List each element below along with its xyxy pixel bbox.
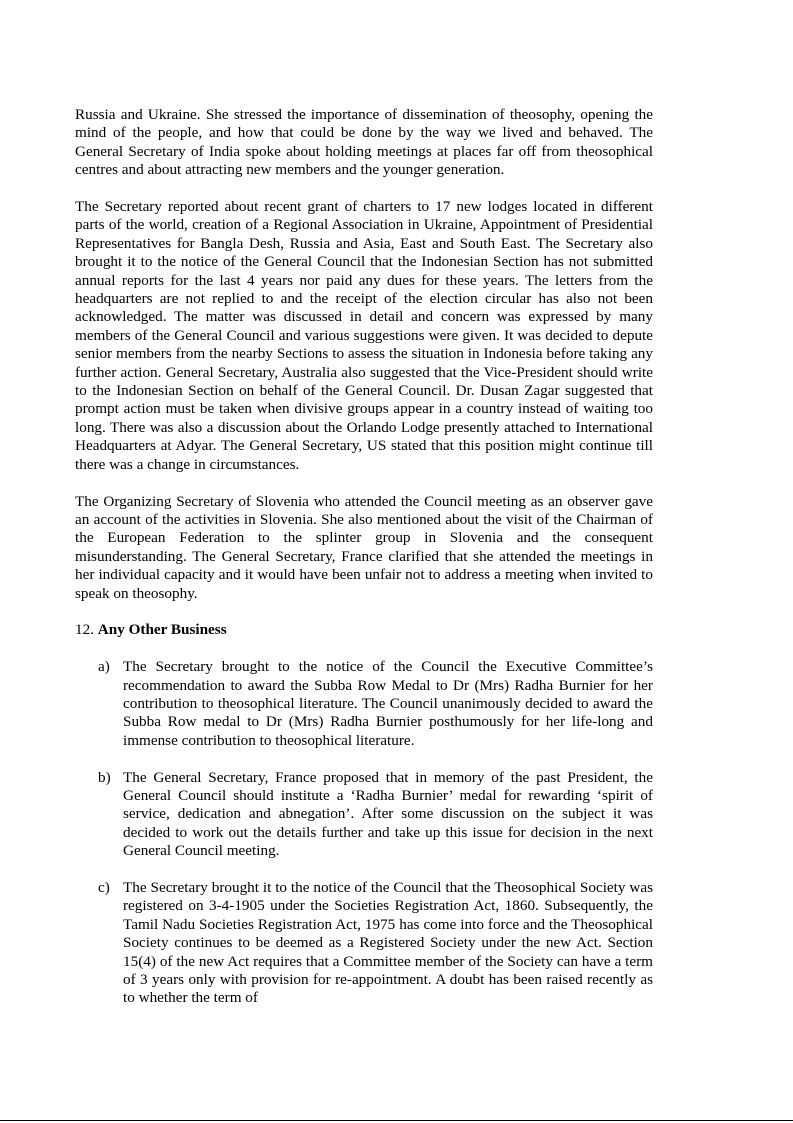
list-item: [75, 658, 653, 750]
section-heading: [75, 621, 653, 639]
section-title: Any Other Business: [97, 621, 227, 639]
list-item-marker: a): [98, 658, 110, 676]
business-items-list: [75, 658, 653, 1008]
paragraph-russia-ukraine: Russia and Ukraine. She stressed the importance of dissemination of theosophy, opening the mind of the people, and how that could be done by the way we lived and behaved. The General Secretary of India spoke about holding meetings at places far off from theosophical centres and about attracting new members and the younger generation.: [75, 106, 653, 179]
document-page: [75, 106, 653, 1026]
list-item: [75, 769, 653, 861]
list-item: [75, 879, 653, 1008]
section-number: 12.: [75, 621, 94, 639]
list-item-text: The General Secretary, France proposed that in memory of the past President, the General Council should institute a ‘Radha Burnier’ medal for rewarding ‘spirit of service, dedication and abnegation’. After some discussion on the subject it was decided to work out the details further and take up this issue for decision in the next General Council meeting.: [123, 768, 653, 860]
page-bottom-rule: [0, 1120, 793, 1121]
list-item-marker: b): [98, 768, 111, 786]
list-item-text: The Secretary brought it to the notice of the Council that the Theosophical Society was registered on 3-4-1905 under the Societies Registration Act, 1860. Subsequently, the Tamil Nadu Societies Registration Act, 1975 has come into force and the Theosophical Society continues to be deemed as a Registered Society under the new Act. Section 15(4) of the new Act requires that a Committee member of the Society can have a term of 3 years only with provision for re-appointment. A doubt has been raised recently as to whether the term of: [123, 878, 653, 1007]
list-item-marker: c): [98, 878, 110, 896]
list-item-text: The Secretary brought to the notice of the Council the Executive Committee’s recommendation to award the Subba Row Medal to Dr (Mrs) Radha Burnier for her contribution to theosophical literature. The Council unanimously decided to award the Subba Row medal to Dr (Mrs) Radha Burnier posthumously for her life-long and immense contribution to theosophical literature.: [123, 658, 653, 749]
paragraph-secretary-report: The Secretary reported about recent grant of charters to 17 new lodges located in different parts of the world, creation of a Regional Association in Ukraine, Appointment of Presidential Representatives for Bangla Desh, Russia and Asia, East and South East. The Secretary also brought it to the notice of the General Council that the Indonesian Section has not submitted annual reports for the last 4 years nor paid any dues for these years. The letters from the headquarters are not replied to and the receipt of the election circular has also not been acknowledged. The matter was discussed in detail and concern was expressed by many members of the General Council and various suggestions were given. It was decided to depute senior members from the nearby Sections to assess the situation in Indonesia before taking any further action. General Secretary, Australia also suggested that the Vice-President should write to the Indonesian Section on behalf of the General Council. Dr. Dusan Zagar suggested that prompt action must be taken when divisive groups appear in a country instead of waiting too long. There was also a discussion about the Orlando Lodge presently attached to International Headquarters at Adyar. The General Secretary, US stated that this position might continue till there was a change in circumstances.: [75, 198, 653, 473]
paragraph-slovenia: The Organizing Secretary of Slovenia who attended the Council meeting as an observer gave an account of the activities in Slovenia. She also mentioned about the visit of the Chairman of the European Federation to the splinter group in Slovenia and the consequent misunderstanding. The General Secretary, France clarified that she attended the meetings in her individual capacity and it would have been unfair not to address a meeting when invited to speak on theosophy.: [75, 492, 653, 602]
